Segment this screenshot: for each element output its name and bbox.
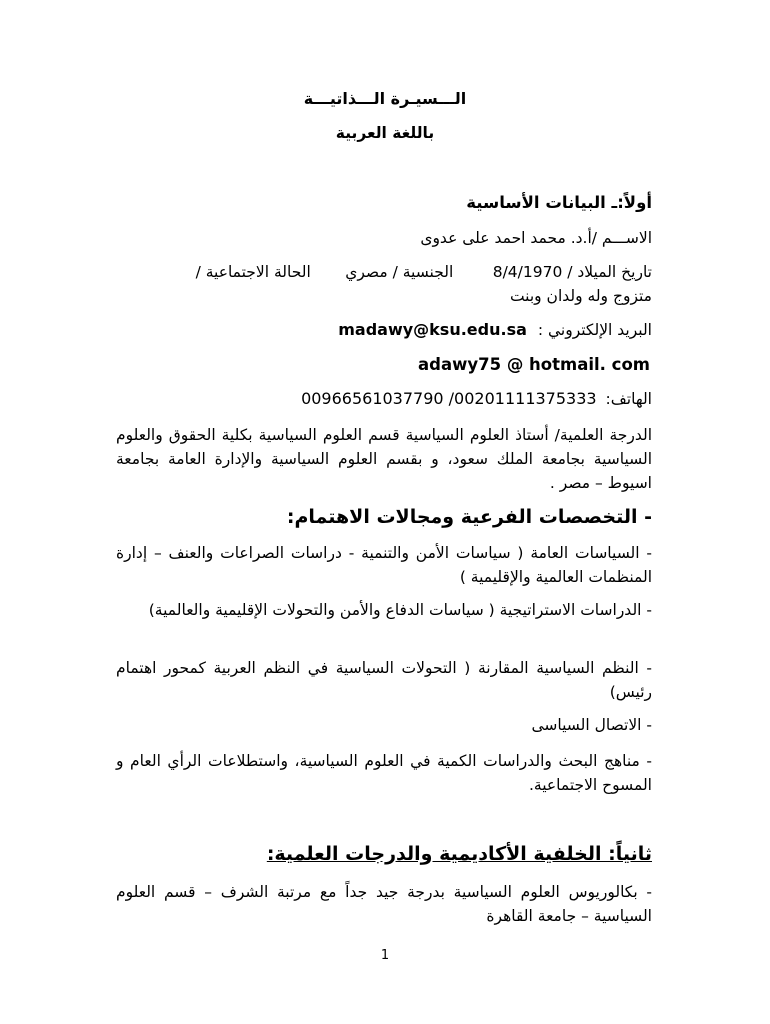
section-academic-heading: ثانياً: الخلفية الأكاديمية والدرجات العلمية: bbox=[266, 843, 652, 865]
phone-row bbox=[301, 387, 652, 411]
specialization-item: - الاتصال السياسى bbox=[531, 716, 652, 734]
specialization-item: - السياسات العامة ( سياسات الأمن والتنمية - دراسات الصراعات والعنف – إدارة المنظمات العالمية والإقليمية ) bbox=[116, 544, 652, 586]
birth-nationality-line: تاريخ الميلاد / 8/4/1970 الجنسية / مصري الحالة الاجتماعية / bbox=[195, 263, 652, 281]
specialization-item: - مناهج البحث والدراسات الكمية في العلوم السياسية، واستطلاعات الرأي العام و المسوح الاجتماعية. bbox=[116, 752, 652, 794]
specialization-item: - النظم السياسية المقارنة ( التحولات السياسية في النظم العربية كمحور اهتمام رئيس) bbox=[116, 659, 652, 701]
academic-item: - بكالوريوس العلوم السياسية بدرجة جيد جداً مع مرتبة الشرف – قسم العلوم السياسية – جامعة القاهرة bbox=[116, 883, 652, 925]
email-secondary: adawy75 @ hotmail. com bbox=[418, 355, 650, 374]
phone-numbers: 00966561037790 /00201111375333 bbox=[301, 389, 597, 408]
email-label: البريد الإلكتروني : bbox=[537, 321, 652, 339]
page-number: 1 bbox=[380, 948, 390, 963]
document-subtitle: باللغة العربية bbox=[335, 124, 435, 142]
email-primary: madawy@ksu.edu.sa bbox=[338, 320, 527, 339]
section-basic-heading: أولاً:ـ البيانات الأساسية bbox=[466, 193, 652, 212]
section-specializations-heading: - التخصصات الفرعية ومجالات الاهتمام: bbox=[286, 506, 652, 528]
academic-degree-paragraph: الدرجة العلمية/ أستاذ العلوم السياسية قسم العلوم السياسية بكلية الحقوق والعلوم السياسية بجامعة الملك سعود، و بقسم العلوم السياسية والإدارة العامة بجامعة اسيوط – مصر . bbox=[116, 426, 652, 492]
email-row bbox=[338, 318, 652, 342]
document-title: الـــسيـرة الـــذاتيـــة bbox=[303, 89, 467, 108]
marital-status-line: متزوج وله ولدان وبنت bbox=[509, 287, 652, 305]
name-line: الاســـم /أ.د. محمد احمد على عدوى bbox=[420, 229, 652, 247]
specialization-item: - الدراسات الاستراتيجية ( سياسات الدفاع والأمن والتحولات الإقليمية والعالمية) bbox=[148, 601, 652, 619]
phone-label: الهاتف: bbox=[605, 390, 652, 408]
